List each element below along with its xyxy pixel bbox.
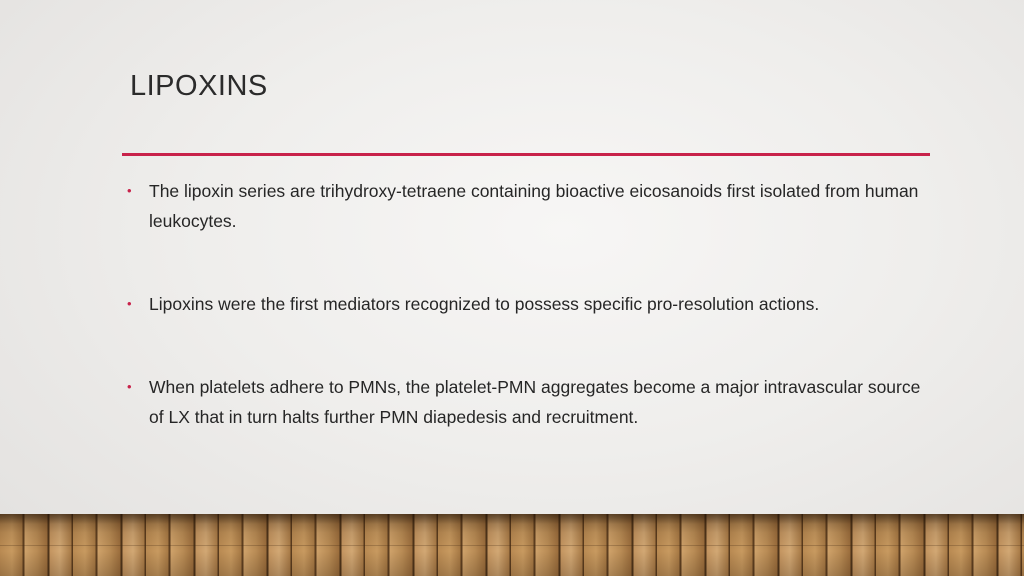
slide-title: LIPOXINS bbox=[130, 70, 268, 102]
bullet-item bbox=[127, 289, 939, 319]
wood-floor-joint bbox=[0, 545, 1024, 546]
bullet-icon: • bbox=[127, 183, 132, 198]
title-divider bbox=[122, 153, 930, 156]
bullet-text: Lipoxins were the first mediators recognized to possess specific pro-resolution actions. bbox=[149, 294, 820, 314]
bullet-icon: • bbox=[127, 379, 132, 394]
bullet-text: The lipoxin series are trihydroxy-tetraene containing bioactive eicosanoids first isolated from human leukocytes. bbox=[149, 181, 919, 231]
bullet-item bbox=[127, 372, 939, 432]
bullet-item bbox=[127, 176, 939, 236]
bullet-icon: • bbox=[127, 296, 132, 311]
bullet-text: When platelets adhere to PMNs, the platelet-PMN aggregates become a major intravascular source of LX that in turn halts further PMN diapedesis and recruitment. bbox=[149, 377, 921, 427]
